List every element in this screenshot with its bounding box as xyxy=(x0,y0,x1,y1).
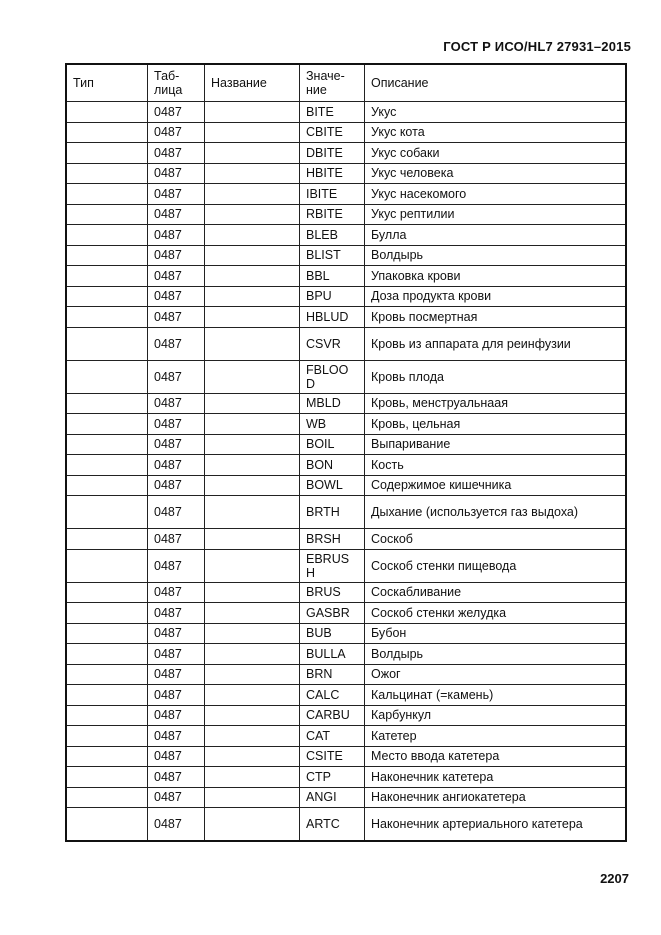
cell-description: Кровь плода xyxy=(365,360,627,393)
cell-table: 0487 xyxy=(148,414,205,435)
cell-type xyxy=(66,434,148,455)
cell-type xyxy=(66,360,148,393)
cell-description: Булла xyxy=(365,225,627,246)
cell-name xyxy=(205,163,300,184)
cell-table: 0487 xyxy=(148,705,205,726)
cell-name xyxy=(205,664,300,685)
cell-table: 0487 xyxy=(148,102,205,123)
cell-name xyxy=(205,225,300,246)
table-row xyxy=(66,496,626,529)
cell-type xyxy=(66,286,148,307)
table-row xyxy=(66,455,626,476)
cell-type xyxy=(66,529,148,550)
cell-table: 0487 xyxy=(148,360,205,393)
table-row xyxy=(66,549,626,582)
cell-name xyxy=(205,143,300,164)
cell-value: BRUS xyxy=(300,582,365,603)
cell-name xyxy=(205,787,300,808)
cell-type xyxy=(66,603,148,624)
cell-table: 0487 xyxy=(148,726,205,747)
cell-description: Содержимое кишечника xyxy=(365,475,627,496)
cell-value: MBLD xyxy=(300,393,365,414)
cell-table: 0487 xyxy=(148,204,205,225)
cell-type xyxy=(66,705,148,726)
cell-description: Укус насекомого xyxy=(365,184,627,205)
cell-type xyxy=(66,327,148,360)
cell-table: 0487 xyxy=(148,603,205,624)
cell-name xyxy=(205,184,300,205)
cell-description: Ожог xyxy=(365,664,627,685)
column-header-name: Название xyxy=(205,64,300,102)
cell-value: BLEB xyxy=(300,225,365,246)
cell-value: FBLOO D xyxy=(300,360,365,393)
cell-type xyxy=(66,746,148,767)
cell-value: BRN xyxy=(300,664,365,685)
cell-type xyxy=(66,644,148,665)
cell-table: 0487 xyxy=(148,644,205,665)
cell-value: DBITE xyxy=(300,143,365,164)
cell-value: GASBR xyxy=(300,603,365,624)
cell-type xyxy=(66,726,148,747)
table-row xyxy=(66,767,626,788)
table-row xyxy=(66,603,626,624)
cell-value: BON xyxy=(300,455,365,476)
cell-name xyxy=(205,245,300,266)
table-row xyxy=(66,122,626,143)
cell-description: Укус собаки xyxy=(365,143,627,164)
cell-table: 0487 xyxy=(148,434,205,455)
column-header-description: Описание xyxy=(365,64,627,102)
cell-table: 0487 xyxy=(148,143,205,164)
table-row xyxy=(66,360,626,393)
cell-name xyxy=(205,102,300,123)
cell-type xyxy=(66,102,148,123)
cell-table: 0487 xyxy=(148,163,205,184)
table-row xyxy=(66,204,626,225)
cell-description: Карбункул xyxy=(365,705,627,726)
table-row xyxy=(66,143,626,164)
table-row xyxy=(66,746,626,767)
cell-description: Кровь посмертная xyxy=(365,307,627,328)
cell-description: Выпаривание xyxy=(365,434,627,455)
cell-name xyxy=(205,767,300,788)
cell-table: 0487 xyxy=(148,582,205,603)
cell-description: Соскоб стенки желудка xyxy=(365,603,627,624)
cell-table: 0487 xyxy=(148,496,205,529)
table-row xyxy=(66,327,626,360)
cell-value: BITE xyxy=(300,102,365,123)
cell-value: BRSH xyxy=(300,529,365,550)
cell-description: Волдырь xyxy=(365,644,627,665)
cell-table: 0487 xyxy=(148,746,205,767)
cell-table: 0487 xyxy=(148,664,205,685)
cell-description: Соскоб xyxy=(365,529,627,550)
cell-name xyxy=(205,549,300,582)
table-row xyxy=(66,475,626,496)
cell-description: Укус человека xyxy=(365,163,627,184)
cell-name xyxy=(205,327,300,360)
cell-value: CBITE xyxy=(300,122,365,143)
cell-description: Место ввода катетера xyxy=(365,746,627,767)
cell-description: Укус кота xyxy=(365,122,627,143)
cell-description: Кровь, цельная xyxy=(365,414,627,435)
table-row xyxy=(66,529,626,550)
cell-value: CALC xyxy=(300,685,365,706)
cell-value: RBITE xyxy=(300,204,365,225)
cell-type xyxy=(66,455,148,476)
cell-description: Наконечник ангиокатетера xyxy=(365,787,627,808)
table-row xyxy=(66,685,626,706)
cell-value: EBRUS H xyxy=(300,549,365,582)
cell-name xyxy=(205,685,300,706)
cell-value: CSVR xyxy=(300,327,365,360)
cell-description: Соскабливание xyxy=(365,582,627,603)
cell-description: Доза продукта крови xyxy=(365,286,627,307)
cell-type xyxy=(66,204,148,225)
cell-table: 0487 xyxy=(148,307,205,328)
cell-table: 0487 xyxy=(148,787,205,808)
cell-name xyxy=(205,623,300,644)
cell-value: CTP xyxy=(300,767,365,788)
cell-table: 0487 xyxy=(148,549,205,582)
cell-table: 0487 xyxy=(148,122,205,143)
cell-value: BRTH xyxy=(300,496,365,529)
cell-value: BULLA xyxy=(300,644,365,665)
table-body xyxy=(66,102,626,842)
cell-value: ARTC xyxy=(300,808,365,842)
cell-type xyxy=(66,307,148,328)
cell-value: WB xyxy=(300,414,365,435)
cell-value: CAT xyxy=(300,726,365,747)
cell-type xyxy=(66,808,148,842)
cell-type xyxy=(66,664,148,685)
table-row xyxy=(66,623,626,644)
cell-table: 0487 xyxy=(148,529,205,550)
cell-name xyxy=(205,746,300,767)
document-header: ГОСТ Р ИСО/HL7 27931–2015 xyxy=(443,39,631,54)
cell-type xyxy=(66,623,148,644)
cell-description: Укус xyxy=(365,102,627,123)
page-number: 2207 xyxy=(600,871,629,886)
cell-table: 0487 xyxy=(148,225,205,246)
cell-type xyxy=(66,549,148,582)
cell-value: ANGI xyxy=(300,787,365,808)
cell-type xyxy=(66,225,148,246)
cell-type xyxy=(66,582,148,603)
cell-value: BLIST xyxy=(300,245,365,266)
cell-description: Кальцинат (=камень) xyxy=(365,685,627,706)
table-row xyxy=(66,787,626,808)
cell-name xyxy=(205,122,300,143)
table-row xyxy=(66,245,626,266)
cell-type xyxy=(66,245,148,266)
cell-table: 0487 xyxy=(148,286,205,307)
cell-type xyxy=(66,266,148,287)
cell-description: Укус рептилии xyxy=(365,204,627,225)
cell-description: Кровь из аппарата для реинфузии xyxy=(365,327,627,360)
cell-description: Катетер xyxy=(365,726,627,747)
cell-table: 0487 xyxy=(148,808,205,842)
cell-table: 0487 xyxy=(148,184,205,205)
cell-name xyxy=(205,360,300,393)
cell-name xyxy=(205,414,300,435)
cell-value: BUB xyxy=(300,623,365,644)
table-row xyxy=(66,434,626,455)
table-row xyxy=(66,286,626,307)
table-row xyxy=(66,664,626,685)
cell-name xyxy=(205,266,300,287)
cell-table: 0487 xyxy=(148,685,205,706)
table-row xyxy=(66,705,626,726)
cell-description: Дыхание (используется газ выдоха) xyxy=(365,496,627,529)
table-row xyxy=(66,225,626,246)
cell-type xyxy=(66,414,148,435)
cell-name xyxy=(205,496,300,529)
cell-name xyxy=(205,705,300,726)
cell-name xyxy=(205,726,300,747)
cell-name xyxy=(205,393,300,414)
column-header-type: Тип xyxy=(66,64,148,102)
cell-name xyxy=(205,529,300,550)
cell-name xyxy=(205,286,300,307)
cell-value: CSITE xyxy=(300,746,365,767)
table-row xyxy=(66,393,626,414)
cell-name xyxy=(205,307,300,328)
table-row xyxy=(66,307,626,328)
cell-type xyxy=(66,685,148,706)
cell-description: Упаковка крови xyxy=(365,266,627,287)
cell-description: Соскоб стенки пищевода xyxy=(365,549,627,582)
cell-table: 0487 xyxy=(148,475,205,496)
cell-description: Наконечник артериального катетера xyxy=(365,808,627,842)
cell-type xyxy=(66,496,148,529)
table-row xyxy=(66,184,626,205)
table-row xyxy=(66,102,626,123)
table-row xyxy=(66,414,626,435)
cell-type xyxy=(66,787,148,808)
column-header-table: Таб- лица xyxy=(148,64,205,102)
cell-description: Кость xyxy=(365,455,627,476)
table-header-row xyxy=(66,64,626,102)
cell-table: 0487 xyxy=(148,393,205,414)
cell-name xyxy=(205,582,300,603)
cell-value: CARBU xyxy=(300,705,365,726)
table-row xyxy=(66,582,626,603)
table-row xyxy=(66,644,626,665)
cell-type xyxy=(66,143,148,164)
table-row xyxy=(66,266,626,287)
cell-description: Волдырь xyxy=(365,245,627,266)
cell-type xyxy=(66,122,148,143)
cell-name xyxy=(205,475,300,496)
table-row xyxy=(66,726,626,747)
cell-value: BOIL xyxy=(300,434,365,455)
cell-type xyxy=(66,184,148,205)
column-header-value: Значе- ние xyxy=(300,64,365,102)
cell-type xyxy=(66,475,148,496)
table-row xyxy=(66,163,626,184)
cell-table: 0487 xyxy=(148,327,205,360)
cell-description: Кровь, менструальнаая xyxy=(365,393,627,414)
cell-type xyxy=(66,393,148,414)
cell-value: BBL xyxy=(300,266,365,287)
cell-type xyxy=(66,163,148,184)
cell-type xyxy=(66,767,148,788)
cell-table: 0487 xyxy=(148,767,205,788)
code-table xyxy=(65,63,627,842)
cell-name xyxy=(205,434,300,455)
cell-name xyxy=(205,644,300,665)
cell-table: 0487 xyxy=(148,245,205,266)
cell-value: BPU xyxy=(300,286,365,307)
cell-table: 0487 xyxy=(148,455,205,476)
cell-value: HBITE xyxy=(300,163,365,184)
cell-table: 0487 xyxy=(148,623,205,644)
cell-description: Наконечник катетера xyxy=(365,767,627,788)
cell-name xyxy=(205,603,300,624)
cell-description: Бубон xyxy=(365,623,627,644)
cell-table: 0487 xyxy=(148,266,205,287)
cell-name xyxy=(205,204,300,225)
cell-name xyxy=(205,455,300,476)
cell-value: IBITE xyxy=(300,184,365,205)
cell-value: HBLUD xyxy=(300,307,365,328)
cell-value: BOWL xyxy=(300,475,365,496)
cell-name xyxy=(205,808,300,842)
table-row xyxy=(66,808,626,842)
